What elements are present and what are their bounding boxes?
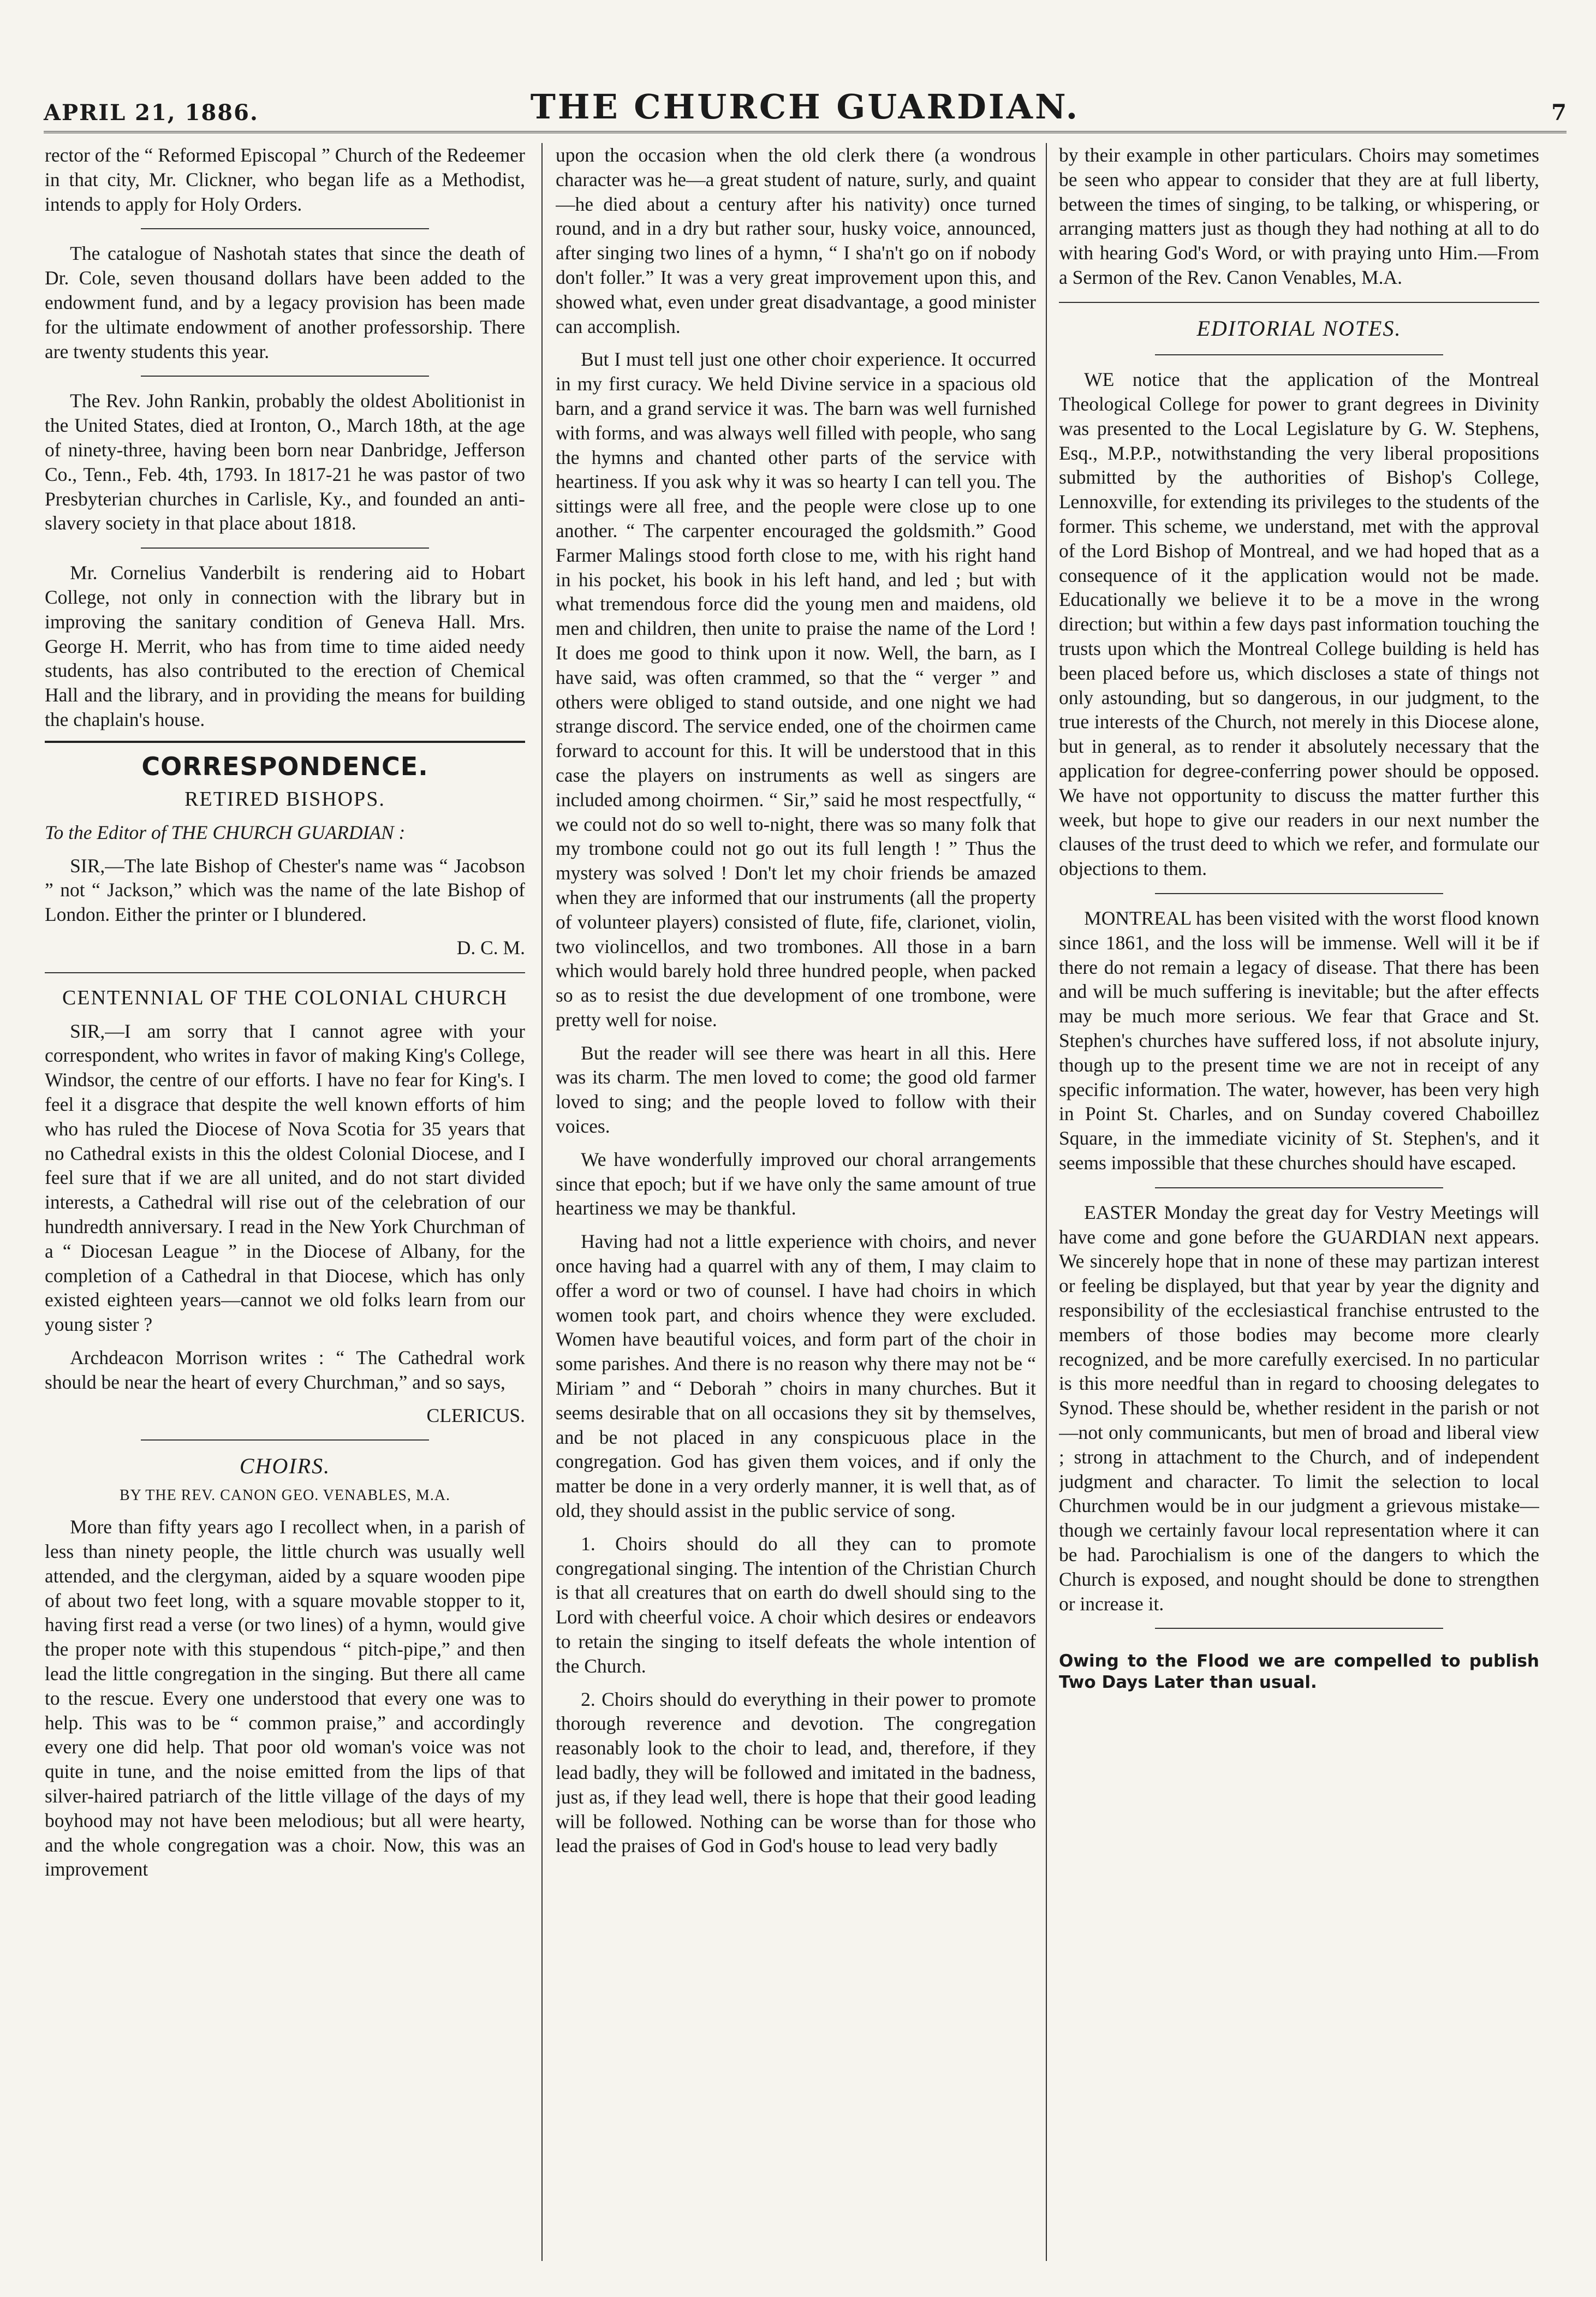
article-choirs-conclusion: by their example in other particulars. Choirs may sometimes be seen who appear to consider that they are at full liberty, between the times of singing, to be talking, or whispering, or arranging matters just as though they had nothing at all to do with hearing God's Word, or with praying unto Him.—From a Sermon of the Rev. Canon Venables, M.A. [1059, 144, 1539, 288]
letter-heading-retired-bishops: RETIRED BISHOPS. [184, 787, 385, 811]
page-number: 7 [1551, 100, 1567, 126]
article-choirs-paragraph: upon the occasion when the old clerk there (a wondrous character was he—a great student of nature, surly, and quaint—he died about a century after his nativity) once turned round, and in a dry but rather sour, husky voice, announced, after singing two lines of a hymn, “ I sha'n't go on if nobody don't foller.” It was a very great improvement upon this, and showed what, even under great disadvantage, a good minister can accomplish. [556, 144, 1036, 337]
masthead [44, 82, 1567, 133]
section-heading-correspondence: CORRESPONDENCE. [45, 741, 525, 782]
separator [1155, 1187, 1443, 1188]
column-1 [45, 143, 525, 2261]
column-rule-1 [541, 143, 543, 2261]
newspaper-title: THE CHURCH GUARDIAN. [530, 87, 1080, 127]
separator [45, 972, 525, 973]
separator [1059, 302, 1539, 303]
letter-signature: D. C. M. [456, 936, 525, 959]
news-item-vanderbilt: Mr. Cornelius Vanderbilt is rendering aid to Hobart College, not only in connection with the library but in improving the sanitary condition of Geneva Hall. Mrs. George H. Merrit, who has from time to time aided needy students, has also contributed to the erection of Chemical Hall and the library, and in providing the means for building the chaplain's house. [45, 562, 525, 730]
article-choirs-point-2: 2. Choirs should do everything in their power to promote thorough reverence and devotion. The congregation reasonably look to the choir to lead, and, therefore, if they lead badly, they will be followed and imitated in the badness, just as, if they lead well, there is hope that their good leading will be followed. Nothing can be worse than for those who lead the praises of God in God's house to lead very badly [556, 1688, 1036, 1857]
issue-date: APRIL 21, 1886. [44, 100, 259, 126]
separator [141, 548, 429, 549]
news-item-rankin: The Rev. John Rankin, probably the oldest Abolitionist in the United States, died at Ironton, O., March 18th, at the age of ninety-three, having been born near Danbridge, Jefferson Co., Tenn., Feb. 4th, 1793. In 1817-21 he was pastor of two Presbyterian churches in Carlisle, Ky., and founded an anti-slavery society in that place about 1818. [45, 390, 525, 534]
publication-delay-notice: Owing to the Flood we are compelled to publish Two Days Later than usual. [1059, 1651, 1539, 1693]
column-2 [556, 143, 1036, 2261]
separator [1155, 893, 1443, 894]
letter-centennial-body: SIR,—I am sorry that I cannot agree with your correspondent, who writes in favor of making King's College, Windsor, the centre of our efforts. I have no fear for King's. I feel it a disgrace that despite the well known efforts of him who has ruled the Diocese of Nova Scotia for 35 years that no Cathedral exists in this the oldest Colonial Diocese, and I feel sure that if we are all united, and do not start divided interests, a Cathedral will rise out of the celebration of our hundredth anniversary. I read in the New York Churchman of a “ Diocesan League ” in the Diocese of Albany, for the completion of a Cathedral in that Diocese, which has only existed eighteen years—cannot we old folks learn from our young sister ? [45, 1020, 525, 1336]
news-item-nashotah: The catalogue of Nashotah states that since the death of Dr. Cole, seven thousand dollars have been added to the endowment fund, and by a legacy provision has been made for the ultimate endowment of another professorship. There are twenty students this year. [45, 242, 525, 362]
section-heading-editorial: EDITORIAL NOTES. [1196, 316, 1402, 341]
editorial-montreal-college: WE notice that the application of the Montreal Theological College for power to grant degrees in Divinity was presented to the Local Legislature by G. W. Stephens, Esq., M.P.P., notwithstanding the very liberal propositions submitted by the authorities of Bishop's College, Lennoxville, for extending its privileges to the students of the former. This scheme, we understand, met with the approval of the Lord Bishop of Montreal, and we had hoped that as a consequence of it the application would not be made. Educationally we believe it to be a move in the wrong direction; but within a few days past information touching the trusts upon which the Montreal College building is held has been placed before us, which discloses a state of things not only astounding, but so dangerous, in our judgment, to the true interests of the Church, not merely in this Diocese alone, but in general, as to render it absolutely necessary that the application for degree-conferring power should be opposed. We have not opportunity to discuss the matter further this week, but hope to give our readers in our next number the clauses of the trust deed to which we refer, and formulate our objections to them. [1059, 368, 1539, 880]
article-choirs-paragraph: More than fifty years ago I recollect when, in a parish of less than ninety people, the little church was usually well attended, and the clergyman, aided by a square wooden pipe of about two feet long, with a square movable stopper to it, having first read a verse (or two lines) of a hymn, would give the proper note with this stupendous “ pitch-pipe,” and then lead the little congregation in the singing. But there all came to the rescue. Every one understood that every one was to help. This was to be “ common praise,” and accordingly every one did help. That poor old woman's voice was not quite in tune, and the noise emitted from the lips of that silver-haired patriarch of the little village of the days of my boyhood may not have been melodious; but all were hearty, and the whole congregation was a choir. Now, this was an improvement [45, 1516, 525, 1881]
article-choirs-point-1: 1. Choirs should do all they can to promote congregational singing. The intention of the Christian Church is that all creatures that on earth do dwell should sing to the Lord with cheerful voice. A choir which desires or endeavors to retain the singing to itself defeats the whole intention of the Church. [556, 1532, 1036, 1677]
separator [141, 228, 429, 229]
editorial-flood: MONTREAL has been visited with the worst flood known since 1861, and the loss will be immense. Well will it be if there do not remain a legacy of disease. That there has been and will be much suffering is inevitable; but the after effects may be much more serious. We fear that Grace and St. Stephen's churches have suffered loss, if not absolute injury, though up to the present time we are not in receipt of any specific information. The water, however, has been very high in Point St. Charles, and on Sunday covered Chaboillez Square, in the immediate vicinity of St. Stephen's, and it seems impossible that these churches should have escaped. [1059, 907, 1539, 1174]
separator [141, 376, 429, 377]
article-choirs-paragraph: Having had not a little experience with choirs, and never once having had a quarrel with any of them, I may claim to offer a word or two of counsel. I have had choirs in which women took part, and choirs whence they were excluded. Women have beautiful voices, and form part of the choir in some parishes. And there is no reason why there may not be “ Miriam ” and “ Deborah ” choirs in many churches. But it seems desirable that on all occasions they sit by themselves, and be not placed in any conspicuous place in the congregation. God has given them voices, and if only the matter be done in a very orderly manner, it is well that, as of old, they should assist in the public service of song. [556, 1230, 1036, 1522]
letter-retired-bishops: SIR,—The late Bishop of Chester's name was “ Jacobson ” not “ Jackson,” which was the name of the late Bishop of London. Either the printer or I blundered. [45, 854, 525, 926]
news-item-rector: rector of the “ Reformed Episcopal ” Church of the Redeemer in that city, Mr. Clickner, who began life as a Methodist, intends to apply for Holy Orders. [45, 144, 525, 215]
column-3 [1059, 143, 1539, 2261]
article-heading-choirs: CHOIRS. [239, 1454, 331, 1479]
separator [1155, 354, 1443, 355]
letter-signature: CLERICUS. [426, 1404, 525, 1426]
article-choirs-paragraph: We have wonderfully improved our choral arrangements since that epoch; but if we have only the same amount of true heartiness we may be thankful. [556, 1148, 1036, 1219]
article-byline: BY THE REV. CANON GEO. VENABLES, M.A. [119, 1486, 451, 1504]
article-choirs-paragraph: But I must tell just one other choir experience. It occurred in my first curacy. We held Divine service in a spacious old barn, and a grand service it was. The barn was well furnished with forms, and was always well filled with people, who sang the hymns and chanted other parts of the service with heartiness. If you ask why it was so hearty I can tell you. The sittings were all free, and the people were close up to one another. “ The carpenter encouraged the goldsmith.” Good Farmer Malings stood forth close to me, with his right hand in his pocket, his book in his left hand, and led ; but with what tremendous force did the young men and maidens, old men and children, then unite to praise the name of the Lord ! It does me good to think upon it now. Well, the barn, as I have said, was often crammed, so that the “ verger ” and others were obliged to stand outside, and one night we had strange discord. The service ended, one of the choirmen came forward to account for this. It will be understood that in this case the players on instruments as well as singers are included among choirmen. “ Sir,” said he most respectfully, “ we could not do so well to-night, there was so many folk that my trombone could not go out its full length ! ” Thus the mystery was solved ! Don't let my choir friends be amazed when they are informed that our instruments (all the property of volunteer players) consisted of flute, fife, clarionet, violin, two violincellos, and two trombones. All those in a barn which would barely hold three hundred people, when packed so as to resist the due development of one trombone, were pretty well for noise. [556, 348, 1036, 1031]
separator [141, 1439, 429, 1441]
letter-salutation: To the Editor of THE CHURCH GUARDIAN : [45, 821, 406, 843]
column-rule-2 [1046, 143, 1047, 2261]
editorial-easter-vestry: EASTER Monday the great day for Vestry Meetings will have come and gone before the GUARDIAN next appears. We sincerely hope that in none of these may partizan interest or feeling be displayed, but that year by year the dignity and responsibility of the ecclesiastical franchise entrusted to the members of those bodies may become more clearly recognized, and be more carefully exercised. In no particular is this more needful than in regard to choosing delegates to Synod. These should be, whether resident in the parish or not—not only communicants, but men of broad and liberal view ; strong in attachment to the Church, and of independent judgment and character. To limit the selection to local Churchmen would be in our judgment a grievous mistake—though we certainly favour local representation where it can be had. Parochialism is one of the dangers to which the Church is exposed, and nought should be done to strengthen or increase it. [1059, 1201, 1539, 1615]
separator [1155, 1628, 1443, 1629]
letter-centennial-closing: Archdeacon Morrison writes : “ The Cathedral work should be near the heart of every Churchman,” and so says, [45, 1347, 525, 1393]
letter-heading-centennial: CENTENNIAL OF THE COLONIAL CHURCH [62, 986, 508, 1009]
article-choirs-paragraph: But the reader will see there was heart in all this. Here was its charm. The men loved to come; the good old farmer loved to sing; and the people loved to follow with their voices. [556, 1042, 1036, 1138]
